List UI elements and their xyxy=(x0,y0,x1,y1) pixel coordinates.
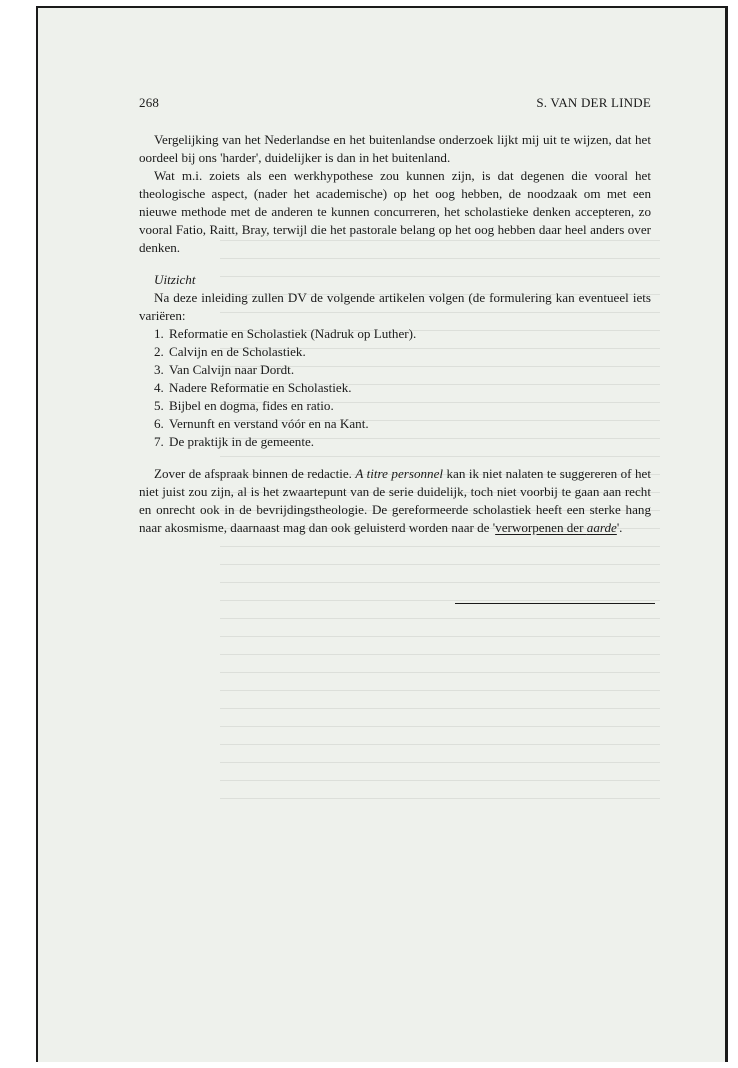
paragraph-hypothesis: Wat m.i. zoiets als een werkhypothese zou kunnen zijn, is dat degenen die vooral het theologische aspect, (nader het academische) op het oog hebben, de noodzaak om met een nieuwe methode met de anderen te kunnen concurreren, het scholastieke denken accepteren, zo vooral Fatio, Raitt, Bray, terwijl die het pastorale belang op het oog hebben daar heel anders over denken. xyxy=(139,168,651,255)
running-header-author: S. VAN DER LINDE xyxy=(536,95,651,110)
page-bottom-edge xyxy=(36,1062,728,1068)
italic-phrase: A titre personnel xyxy=(355,466,444,481)
list-item: 3. Van Calvijn naar Dordt. xyxy=(154,362,295,377)
list-item: 1. Reformatie en Scholastiek (Nadruk op Luther). xyxy=(154,326,417,341)
list-item: 4. Nadere Reformatie en Scholastiek. xyxy=(154,380,352,395)
paragraph-comparison: Vergelijking van het Nederlandse en het buitenlandse onderzoek lijkt mij uit te wijzen, dat het oordeel bij ons 'harder', duidelijker is dan in het buitenland. xyxy=(139,132,651,165)
list-item: 7. De praktijk in de gemeente. xyxy=(154,434,315,449)
underlined-phrase: verworpenen der aarde xyxy=(495,520,617,535)
page-number: 268 xyxy=(139,95,160,110)
list-item: 6. Vernunft en verstand vóór en na Kant. xyxy=(154,416,369,431)
running-header xyxy=(139,95,651,111)
section-intro: Na deze inleiding zullen DV de volgende artikelen volgen (de formulering kan eventueel iets variëren: xyxy=(139,290,651,323)
body-text xyxy=(139,131,651,537)
article-list xyxy=(139,325,651,451)
paragraph-closing: Zover de afspraak binnen de redactie. A titre personnel kan ik niet nalaten te suggereren of het niet juist zou zijn, al is het zwaartepunt van de serie duidelijk, toch niet voorbij te gaan aan recht en onrecht ook in de bevrijdingstheologie. De gereformeerde scholastiek heeft een sterke hang naar akosmisme, daarnaast mag dan ook geluisterd worden naar de 'verworpenen der aarde'. xyxy=(139,466,651,535)
section-heading: Uitzicht xyxy=(154,272,196,287)
list-item: 5. Bijbel en dogma, fides en ratio. xyxy=(154,398,334,413)
list-item: 2. Calvijn en de Scholastiek. xyxy=(154,344,306,359)
end-rule xyxy=(455,603,655,604)
